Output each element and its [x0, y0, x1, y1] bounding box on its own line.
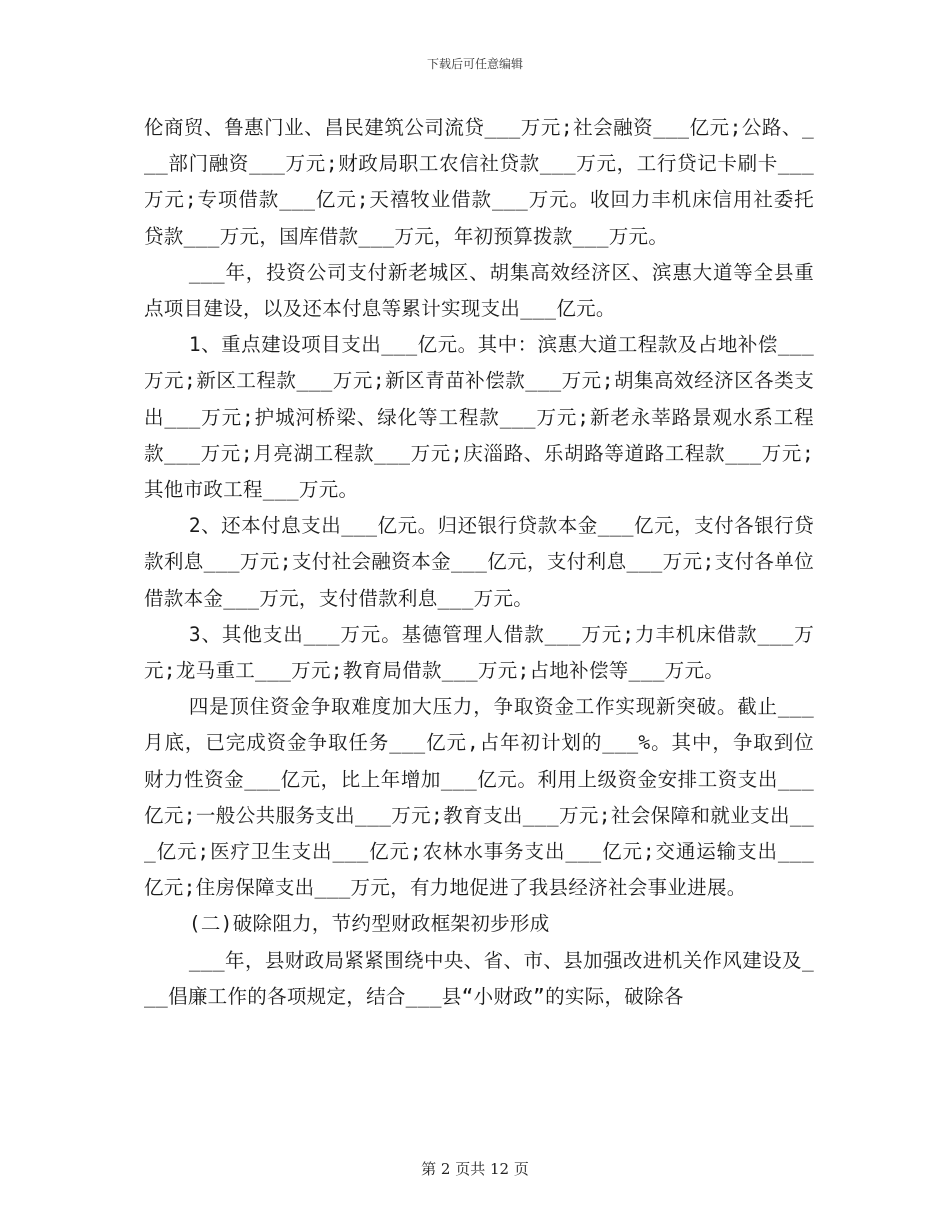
section-heading: (二)破除阻力，节约型财政框架初步形成: [188, 912, 550, 936]
paragraph-fund-raising: 四是顶住资金争取难度加大压力，争取资金工作实现新突破。截止___月底，已完成资金争取任务___亿元,占年初计划的___%。其中，争取到位财力性资金___亿元，比上年增加___亿元。利用上级资金安排工资支出___亿元;一般公共服务支出___万元;教育支出___万元;社会保障和就业支出___亿元;医疗卫生支出___亿元;农林水事务支出___亿元;交通运输支出___亿元;住房保障支出___万元，有力地促进了我县经济社会事业进展。: [144, 695, 814, 900]
document-body: [144, 110, 814, 1015]
paragraph-key-projects: 1、重点建设项目支出___亿元。其中：滨惠大道工程款及占地补偿___万元;新区工程款___万元;新区青苗补偿款___万元;胡集高效经济区各类支出___万元;护城河桥梁、绿化等工程款___万元;新老永莘路景观水系工程款___万元;月亮湖工程款___万元;庆淄路、乐胡路等道路工程款___万元;其他市政工程___万元。: [144, 333, 814, 502]
page-number: 第 2 页共 12 页: [421, 1160, 529, 1178]
paragraph-investment-expenditure: ___年，投资公司支付新老城区、胡集高效经济区、滨惠大道等全县重点项目建设，以及还本付息等累计实现支出___亿元。: [144, 260, 814, 321]
paragraph-continuation: 伦商贸、鲁惠门业、昌民建筑公司流贷___万元;社会融资___亿元;公路、___部门融资___万元;财政局职工农信社贷款___万元，工行贷记卡刷卡___万元;专项借款___亿元;天禧牧业借款___万元。收回力丰机床信用社委托贷款___万元，国库借款___万元，年初预算拨款___万元。: [144, 116, 814, 248]
paragraph-other-expenditure: 3、其他支出___万元。基德管理人借款___万元;力丰机床借款___万元;龙马重工___万元;教育局借款___万元;占地补偿等___万元。: [144, 622, 814, 683]
paragraph-frugal-finance: ___年，县财政局紧紧围绕中央、省、市、县加强改进机关作风建设及___倡廉工作的各项规定，结合___县“小财政”的实际，破除各: [144, 948, 814, 1008]
header-note: 下载后可任意编辑: [426, 57, 523, 71]
paragraph-debt-service: 2、还本付息支出___亿元。归还银行贷款本金___亿元，支付各银行贷款利息___万元;支付社会融资本金___亿元，支付利息___万元;支付各单位借款本金___万元，支付借款利息___万元。: [144, 514, 814, 610]
